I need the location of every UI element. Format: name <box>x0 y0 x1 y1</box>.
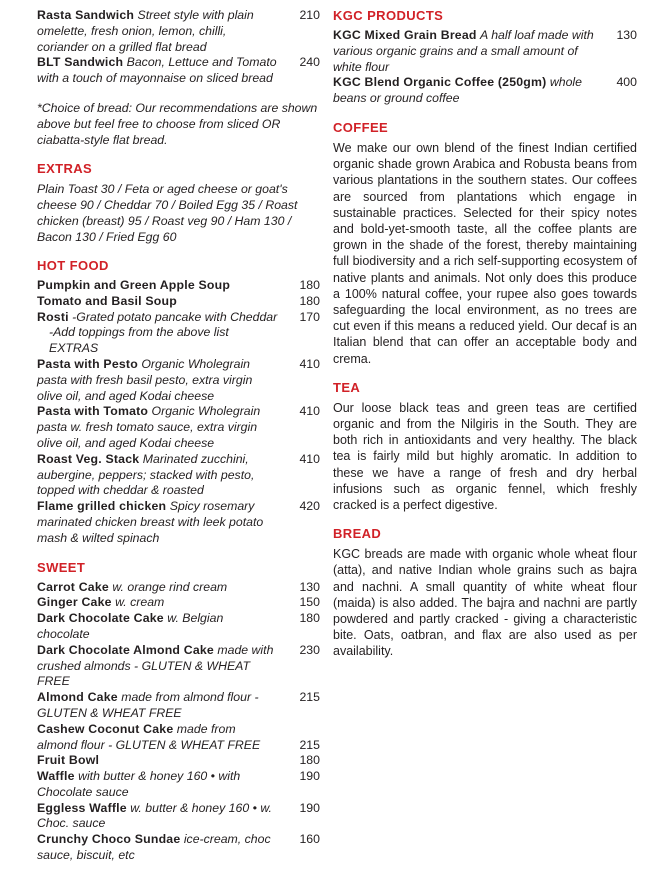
item-price: 420 <box>299 499 320 514</box>
section-sweet <box>37 560 320 864</box>
item-price: 180 <box>299 277 320 292</box>
menu-item-dark-chocolate-almond-cake <box>37 643 320 690</box>
item-name: Almond Cake <box>37 690 118 705</box>
section-heading-bread: BREAD <box>333 526 382 542</box>
item-desc: Street style with plain omelette, fresh onion, lemon, chilli, coriander on a grilled flat bread <box>37 8 254 54</box>
menu-item-flame-grilled-chicken <box>37 499 320 546</box>
section-tea <box>333 380 637 513</box>
item-price: 190 <box>299 800 320 815</box>
menu-item-cashew-coconut-cake <box>37 722 320 754</box>
section-heading-kgc-products: KGC PRODUCTS <box>333 8 444 23</box>
item-desc: Bacon, Lettuce and Tomato with a touch of mayonnaise on sliced bread <box>37 55 277 86</box>
item-subnote: -Add toppings from the above list EXTRAS <box>49 325 229 356</box>
item-price: 410 <box>299 451 320 466</box>
menu-item-roast-veg-stack <box>37 452 320 499</box>
item-name: Tomato and Basil Soup <box>37 293 177 308</box>
menu-item-carrot-cake <box>37 580 320 596</box>
section-heading-extras: EXTRAS <box>37 160 93 176</box>
item-price: 150 <box>299 595 320 610</box>
item-price: 240 <box>299 55 320 70</box>
menu-item-kgc-blend-organic-coffee <box>333 75 637 107</box>
item-desc: w. orange rind cream <box>112 579 228 594</box>
menu-item-blt-sandwich <box>37 55 320 87</box>
coffee-description: We make our own blend of the finest Indian certified organic shade grown Arabica and Robusta beans from various plantations in the southern states. Our coffees are sourced from plantations which engage in sustainable practices. Selected for their spicy notes and bold-yet-smooth taste, all the coffee plants are grown in the shade of the forest, thereby maintaining full biodiversity and a rich self-supporting ecosystem of native plants and animals. Not only does this produce a 100% natural coffee, your rupee also goes towards safeguarding the local environment, as no trees are cut even if this means a reduced yield. Our decaf is an Italian blend that can offer an acceptable body and crema. <box>333 140 637 366</box>
item-name: Eggless Waffle <box>37 800 127 815</box>
menu-item-waffle <box>37 769 320 801</box>
item-price: 230 <box>299 642 320 657</box>
section-bread <box>333 526 637 659</box>
item-name: Dark Chocolate Cake <box>37 611 164 626</box>
item-name: Cashew Coconut Cake <box>37 721 174 736</box>
section-extras <box>37 161 320 245</box>
item-name: Crunchy Choco Sundae <box>37 832 181 847</box>
item-name: Fruit Bowl <box>37 753 100 768</box>
item-price: 170 <box>299 309 320 324</box>
menu-item-pasta-tomato <box>37 404 320 451</box>
item-price: 180 <box>299 611 320 626</box>
item-price: 215 <box>299 737 320 752</box>
menu-item-pasta-pesto <box>37 357 320 404</box>
section-coffee <box>333 120 637 367</box>
item-price: 180 <box>299 293 320 308</box>
menu-item-almond-cake <box>37 690 320 722</box>
menu-item-ginger-cake <box>37 595 320 611</box>
menu-item-fruit-bowl <box>37 753 320 769</box>
item-name: Pumpkin and Green Apple Soup <box>37 277 231 292</box>
item-price: 190 <box>299 769 320 784</box>
item-name: KGC Blend Organic Coffee (250gm) <box>333 75 547 90</box>
item-desc: with butter & honey 160 • with Chocolate sauce <box>37 769 241 799</box>
bread-choice-note: *Choice of bread: Our recommendations are shown above but feel free to choose from sliced OR ciabatta-style flat bread. <box>37 100 318 147</box>
item-desc: w. cream <box>115 595 165 610</box>
item-name: Rasta Sandwich <box>37 8 135 22</box>
section-sandwiches <box>37 8 320 148</box>
item-name: Roast Veg. Stack <box>37 451 140 466</box>
section-heading-tea: TEA <box>333 379 361 395</box>
item-desc: Spicy rosemary marinated chicken breast with leek potato mash & wilted spinach <box>37 499 264 545</box>
item-desc: made from almond flour - GLUTEN & WHEAT FREE <box>37 721 261 752</box>
item-price: 130 <box>616 28 637 42</box>
menu-item-rosti <box>37 310 320 357</box>
item-desc: made from almond flour - GLUTEN & WHEAT FREE <box>37 690 259 720</box>
item-name: Flame grilled chicken <box>37 499 167 514</box>
item-price: 160 <box>299 832 320 847</box>
section-heading-hot-food: HOT FOOD <box>37 257 109 273</box>
menu-item-rasta-sandwich <box>37 8 320 55</box>
extras-body: Plain Toast 30 / Feta or aged cheese or goat's cheese 90 / Cheddar 70 / Boiled Egg 35 / Roast chicken (breast) 95 / Roast veg 90 / Ham 130 / Bacon 130 / Fried Egg 60 <box>37 181 298 244</box>
item-desc: whole beans or ground coffee <box>333 75 582 106</box>
menu-item-kgc-mixed-grain-bread <box>333 28 637 75</box>
item-desc: Organic Wholegrain pasta w. fresh tomato sauce, extra virgin olive oil, and aged Kodai cheese <box>37 404 261 450</box>
menu-item-tomato-soup <box>37 294 320 310</box>
item-desc: ice-cream, choc sauce, biscuit, etc <box>37 832 271 863</box>
menu-item-pumpkin-soup <box>37 278 320 294</box>
item-desc: Organic Wholegrain pasta with fresh basil pesto, extra virgin olive oil, and aged Kodai cheese <box>37 356 253 403</box>
item-name: Rosti <box>37 309 69 324</box>
item-desc: -Grated potato pancake with Cheddar <box>72 309 278 324</box>
item-name: Ginger Cake <box>37 595 112 610</box>
item-price: 130 <box>299 579 320 594</box>
section-heading-sweet: SWEET <box>37 559 86 575</box>
menu-item-dark-chocolate-cake <box>37 611 320 643</box>
item-price: 410 <box>299 404 320 419</box>
menu-item-crunchy-choco-sundae <box>37 832 320 864</box>
tea-description: Our loose black teas and green teas are certified organic and from the Nilgiris in the South. They are both rich in antioxidants and very healthy. The black tea is fairly mild but highly aromatic. In addition to these we have a range of fresh and dry herbal infusions such as organic fennel, which freshly cracked is a perfect digestive. <box>333 400 637 513</box>
section-kgc-products <box>333 8 637 107</box>
item-desc: made with crushed almonds - GLUTEN & WHEAT FREE <box>37 642 274 689</box>
item-name: BLT Sandwich <box>37 55 124 70</box>
item-name: Pasta with Tomato <box>37 404 149 419</box>
section-hot-food <box>37 258 320 547</box>
item-price: 210 <box>299 8 320 22</box>
item-price: 180 <box>299 753 320 768</box>
right-column <box>333 8 637 877</box>
item-name: Dark Chocolate Almond Cake <box>37 642 214 657</box>
item-price: 410 <box>299 356 320 371</box>
item-desc: Marinated zucchini, aubergine, peppers; stacked with pesto, topped with cheddar & roasted <box>37 451 255 498</box>
item-price: 400 <box>616 75 637 90</box>
item-desc: w. butter & honey 160 • w. Choc. sauce <box>37 800 272 831</box>
item-desc: A half loaf made with various organic grains and a small amount of white flour <box>333 28 594 74</box>
item-desc: w. Belgian chocolate <box>37 611 224 641</box>
item-price: 215 <box>299 690 320 705</box>
item-name: Waffle <box>37 769 75 784</box>
left-column <box>37 8 320 877</box>
section-heading-coffee: COFFEE <box>333 119 389 135</box>
menu-item-eggless-waffle <box>37 801 320 833</box>
item-name: KGC Mixed Grain Bread <box>333 28 477 42</box>
bread-description: KGC breads are made with organic whole wheat flour (atta), and native Indian whole grains such as bajra and nachni. A small quantity of white wheat flour (maida) is also added. The bajra and nachni are partly powdered and partly cracked - giving a characteristic bite. Oats, oatbran, and flax are also used as per availability. <box>333 547 637 659</box>
item-name: Carrot Cake <box>37 579 109 594</box>
item-name: Pasta with Pesto <box>37 356 138 371</box>
